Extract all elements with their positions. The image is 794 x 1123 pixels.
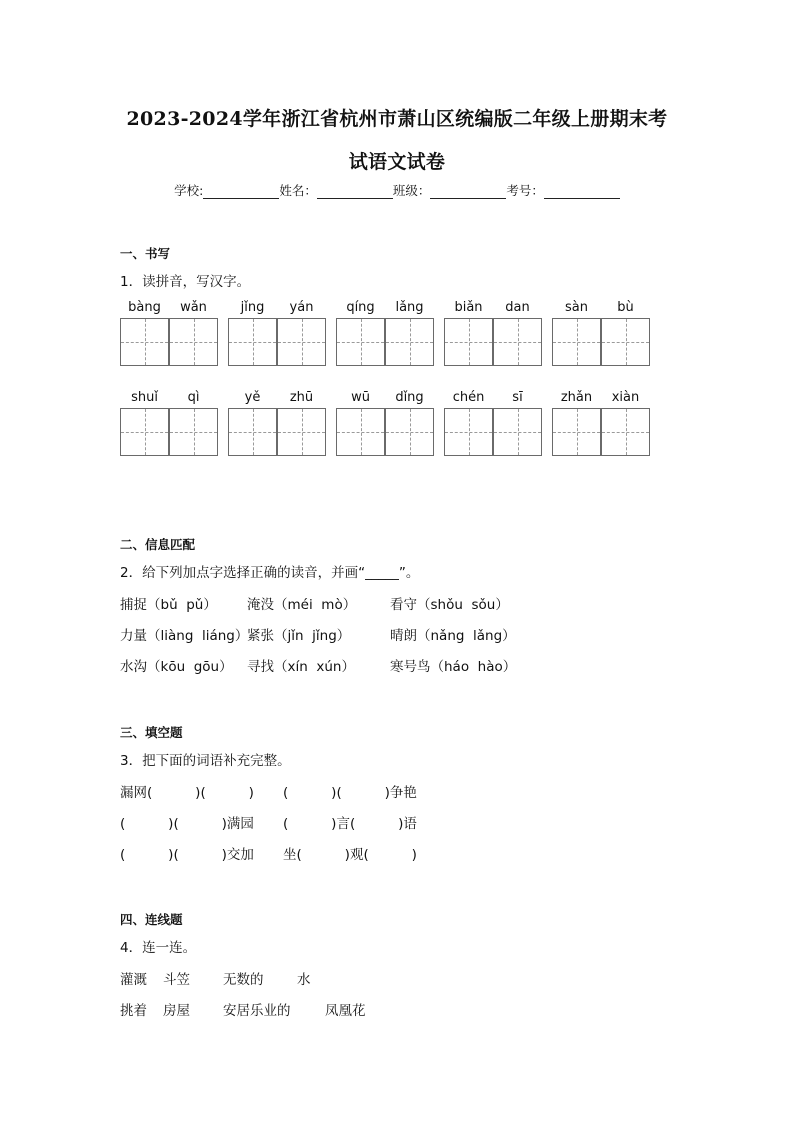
question-1: 1．读拼音，写汉字。: [120, 274, 251, 290]
pronunciation-item[interactable]: 捕捉（bǔ pǔ）: [120, 597, 217, 613]
section-heading-matching: 二、信息匹配: [120, 537, 196, 552]
pinyin-label: dan: [505, 300, 530, 315]
idiom-blank-item[interactable]: ( )( )交加: [120, 847, 254, 863]
pinyin-label: wǎn: [180, 300, 207, 315]
writing-box[interactable]: [552, 408, 601, 456]
idiom-blank-item[interactable]: 漏网( )( ): [120, 785, 254, 801]
writing-box[interactable]: [493, 408, 542, 456]
pronunciation-item[interactable]: 看守（shǒu sǒu）: [390, 597, 509, 613]
pronunciation-item[interactable]: 晴朗（nǎng lǎng）: [390, 628, 516, 644]
idiom-blank-item[interactable]: ( )( )争艳: [283, 785, 417, 801]
question-2: 2．给下列加点字选择正确的读音，并画“_____”。: [120, 565, 420, 581]
pronunciation-item[interactable]: 寻找（xín xún）: [247, 659, 355, 675]
pronunciation-item[interactable]: 淹没（méi mò）: [247, 597, 357, 613]
writing-box[interactable]: [169, 408, 218, 456]
section-heading-writing: 一、书写: [120, 246, 171, 261]
writing-box[interactable]: [601, 318, 650, 366]
writing-box[interactable]: [444, 318, 493, 366]
pinyin-label: sī: [512, 390, 523, 405]
question-4: 4．连一连。: [120, 940, 197, 956]
exam-no-label: 考号：: [506, 183, 544, 198]
connect-word[interactable]: 房屋: [163, 1003, 190, 1019]
pinyin-label: zhǎn: [560, 390, 593, 405]
page-title-line-1: 2023-2024学年浙江省杭州市萧山区统编版二年级上册期末考: [126, 108, 668, 130]
school-label: 学校:: [174, 183, 204, 198]
pronunciation-item[interactable]: 水沟（kōu gōu）: [120, 659, 233, 675]
school-blank[interactable]: [203, 185, 279, 199]
connect-word[interactable]: 灌溉: [120, 972, 147, 988]
writing-box[interactable]: [120, 318, 169, 366]
writing-box[interactable]: [277, 318, 326, 366]
writing-box[interactable]: [228, 318, 277, 366]
pronunciation-item[interactable]: 力量（liàng liáng）: [120, 628, 249, 644]
connect-word[interactable]: 凤凰花: [325, 1003, 366, 1019]
pinyin-label: sàn: [565, 300, 588, 315]
pronunciation-item[interactable]: 寒号鸟（háo hào）: [390, 659, 517, 675]
connect-word[interactable]: 水: [297, 972, 311, 988]
pinyin-label: dǐng: [395, 390, 424, 405]
pinyin-label: chén: [452, 390, 485, 405]
idiom-blank-item[interactable]: 坐( )观( ): [283, 847, 417, 863]
section-heading-matching-lines: 四、连线题: [120, 912, 183, 927]
writing-box[interactable]: [385, 408, 434, 456]
pinyin-label: yě: [244, 390, 261, 405]
writing-box[interactable]: [336, 408, 385, 456]
writing-box[interactable]: [493, 318, 542, 366]
class-label: 班级：: [392, 183, 431, 198]
writing-box[interactable]: [120, 408, 169, 456]
pinyin-label: qíng: [346, 300, 375, 315]
page-title-line-2: 试语文试卷: [348, 151, 446, 173]
pinyin-label: qì: [187, 390, 200, 405]
idiom-blank-item[interactable]: ( )( )满园: [120, 816, 254, 832]
pinyin-label: jǐng: [240, 300, 265, 315]
section-heading-fill-blank: 三、填空题: [120, 725, 183, 740]
name-label: 姓名：: [279, 183, 317, 198]
pinyin-label: shuǐ: [131, 390, 158, 405]
connect-word[interactable]: 无数的: [223, 972, 264, 988]
pronunciation-item[interactable]: 紧张（jǐn jǐng）: [247, 628, 351, 644]
writing-box[interactable]: [385, 318, 434, 366]
idiom-blank-item[interactable]: ( )言( )语: [283, 816, 417, 832]
pinyin-label: xiàn: [611, 390, 640, 405]
writing-box[interactable]: [228, 408, 277, 456]
writing-box[interactable]: [277, 408, 326, 456]
writing-box[interactable]: [336, 318, 385, 366]
pinyin-label: yán: [289, 300, 314, 315]
writing-box[interactable]: [169, 318, 218, 366]
class-blank[interactable]: [430, 185, 506, 199]
pinyin-label: wū: [351, 390, 370, 405]
pinyin-label: zhū: [289, 390, 314, 405]
exam-no-blank[interactable]: [544, 185, 620, 199]
pinyin-label: biǎn: [454, 300, 483, 315]
connect-word[interactable]: 斗笠: [163, 972, 190, 988]
pinyin-label: bù: [617, 300, 634, 315]
writing-box[interactable]: [444, 408, 493, 456]
writing-box[interactable]: [552, 318, 601, 366]
connect-word[interactable]: 安居乐业的: [223, 1003, 291, 1019]
connect-word[interactable]: 挑着: [120, 1003, 147, 1019]
question-3: 3．把下面的词语补充完整。: [120, 753, 291, 769]
pinyin-label: bàng: [128, 300, 161, 315]
pinyin-label: lǎng: [395, 300, 424, 315]
writing-box[interactable]: [601, 408, 650, 456]
name-blank[interactable]: [317, 185, 393, 199]
student-info-line: [0, 181, 794, 199]
